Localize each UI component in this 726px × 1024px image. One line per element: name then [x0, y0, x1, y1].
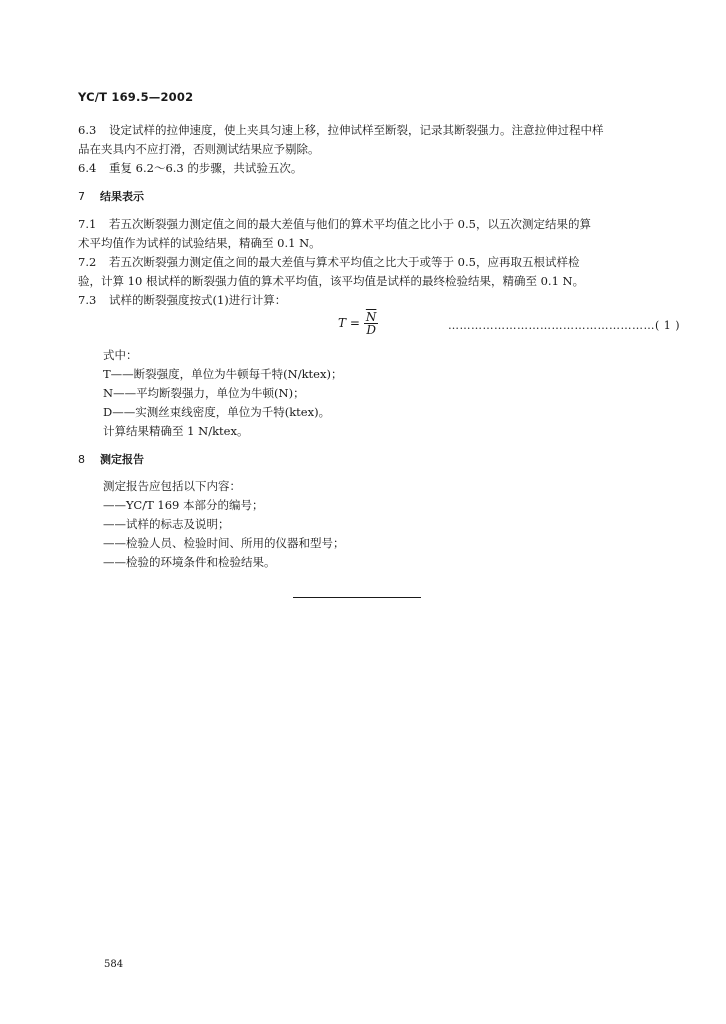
section-7-heading [78, 187, 646, 206]
section-number: 7 [78, 190, 85, 203]
clause-text: 若五次断裂强力测定值之间的最大差值与他们的算术平均值之比小于 0.5，以五次测定结果的算 [109, 217, 591, 231]
definition-N: N——平均断裂强力，单位为牛顿(N)； [103, 386, 305, 400]
definition-T: T——断裂强度，单位为牛顿每千特(N/ktex)； [103, 367, 343, 381]
document-header: YC/T 169.5—2002 [78, 90, 194, 104]
clause-text: 若五次断裂强力测定值之间的最大差值与算术平均值之比大于或等于 0.5，应再取五根试样检 [109, 255, 580, 269]
clause-text-cont: 验，计算 10 根试样的断裂强力值的算术平均值，该平均值是试样的最终检验结果，精确至 0.1 N。 [78, 274, 585, 288]
report-item-2: ——试样的标志及说明； [103, 517, 230, 531]
clause-text-cont: 术平均值作为试样的试验结果，精确至 0.1 N。 [78, 236, 321, 250]
report-item-4: ——检验的环境条件和检验结果。 [103, 555, 276, 569]
section-title: 测定报告 [100, 453, 144, 466]
formula-numerator: $\overline{N}$ [365, 310, 377, 324]
section-title: 结果表示 [100, 190, 144, 203]
formula-fraction [364, 311, 379, 336]
formula-lhs: T = [338, 316, 360, 330]
clause-text: 设定试样的拉伸速度，使上夹具匀速上移，拉伸试样至断裂，记录其断裂强力。注意拉伸过程中样 [109, 123, 604, 137]
page-number: 584 [104, 959, 124, 970]
report-intro: 测定报告应包括以下内容： [103, 479, 241, 493]
clause-number: 7.1 [78, 217, 97, 231]
definition-D: D——实测丝束线密度，单位为千特(ktex)。 [103, 405, 331, 419]
equation-number: ( 1 ) [655, 319, 681, 332]
precision-note: 计算结果精确至 1 N/ktex。 [103, 424, 249, 438]
clause-7-1 [78, 215, 646, 253]
clause-text-cont: 品在夹具内不应打滑，否则测试结果应予剔除。 [78, 142, 320, 156]
clause-number: 7.3 [78, 293, 97, 307]
clause-number: 7.2 [78, 255, 97, 269]
clause-7-3 [78, 291, 646, 310]
clause-text: 试样的断裂强度按式(1)进行计算： [109, 293, 287, 307]
clause-number: 6.3 [78, 123, 97, 137]
leader-dots: ……………………………………………… [448, 319, 655, 332]
clause-7-2 [78, 253, 646, 291]
clause-6-4 [78, 159, 646, 178]
clause-text: 重复 6.2～6.3 的步骤，共试验五次。 [109, 161, 303, 175]
formula-denominator: D [366, 323, 376, 337]
clause-number: 6.4 [78, 161, 97, 175]
report-item-3: ——检验人员、检验时间、所用的仪器和型号； [103, 536, 345, 550]
where-label: 式中： [103, 348, 138, 362]
formula-leader [448, 319, 680, 332]
end-divider [293, 597, 421, 598]
formula-1 [338, 311, 378, 336]
clause-6-3 [78, 121, 646, 159]
report-item-1: ——YC/T 169 本部分的编号； [103, 498, 264, 512]
section-number: 8 [78, 453, 85, 466]
section-8-heading [78, 450, 646, 469]
